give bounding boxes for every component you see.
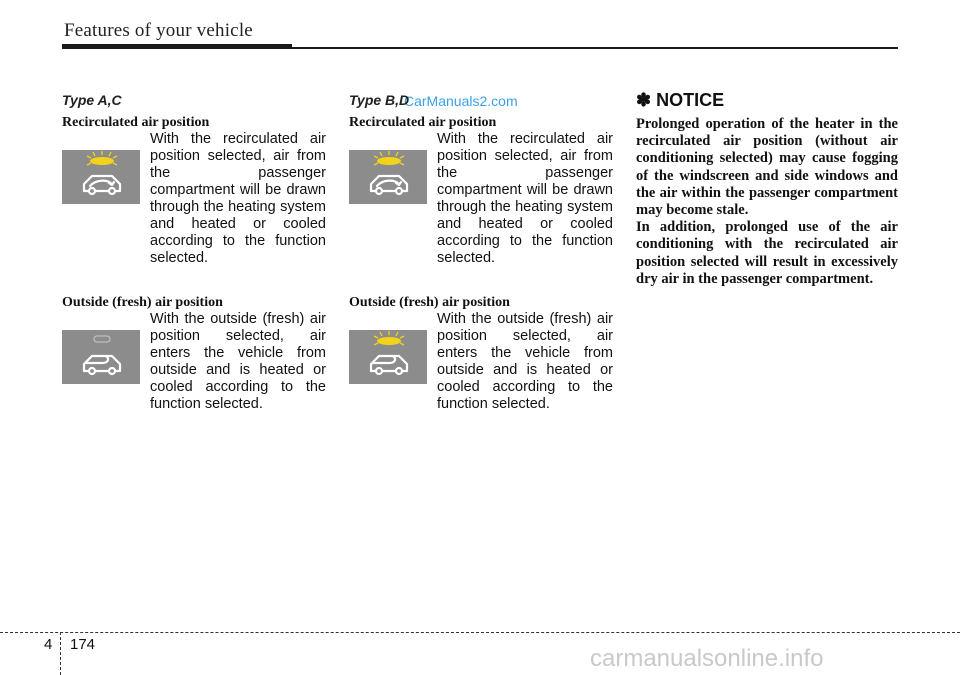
outside-heading: Outside (fresh) air position (349, 295, 510, 310)
recirculated-air-icon (349, 150, 427, 204)
type-label: Type B,D (349, 92, 410, 108)
column-type-ac (62, 92, 326, 421)
outside-entry (62, 311, 326, 421)
column-type-bd (349, 92, 613, 421)
outside-description: With the outside (fresh) air position selected, air enters the vehicle from outside and is heated or cooled according to the function selected. (437, 311, 613, 412)
watermark-bottom: carmanualsonline.info (590, 645, 824, 672)
outside-description: With the outside (fresh) air position selected, air enters the vehicle from outside and is heated or cooled according to the function selected. (150, 311, 326, 412)
recirculated-heading: Recirculated air position (62, 115, 210, 130)
chapter-number: 4 (44, 636, 53, 653)
indicator-lamp-icon (87, 151, 117, 165)
footer-divider (60, 632, 61, 675)
outside-air-icon (349, 330, 427, 384)
recirculated-heading: Recirculated air position (349, 115, 497, 130)
header-rule-thick (62, 44, 292, 49)
type-label: Type A,C (62, 92, 122, 108)
footer-rule (0, 632, 960, 633)
notice-title-text: NOTICE (656, 90, 725, 110)
indicator-lamp-icon (374, 331, 404, 345)
notice-star-icon: ✽ (636, 90, 652, 110)
recirculated-description: With the recirculated air position selected, air from the passenger compartment will be drawn through the heating system and heated or cooled according to the function selected. (150, 131, 326, 266)
notice-title (636, 90, 898, 111)
notice-box (636, 90, 898, 288)
page-header-title: Features of your vehicle (64, 20, 253, 41)
page-number: 174 (70, 636, 96, 653)
recirculated-entry (62, 131, 326, 288)
notice-paragraph-2: In addition, prolonged use of the air conditioning with the recirculated air position selected will result in excessively dry air in the passenger compartment. (636, 219, 898, 287)
outside-air-icon (62, 330, 140, 384)
header-rule-thin (292, 47, 898, 49)
indicator-lamp-off-icon (94, 336, 110, 342)
outside-heading: Outside (fresh) air position (62, 295, 223, 310)
indicator-lamp-icon (374, 151, 404, 165)
outside-entry (349, 311, 613, 421)
recirculated-entry (349, 131, 613, 288)
recirculated-description: With the recirculated air position selected, air from the passenger compartment will be drawn through the heating system and heated or cooled according to the function selected. (437, 131, 613, 266)
watermark-top: CarManuals2.com (404, 93, 518, 109)
recirculated-air-icon (62, 150, 140, 204)
notice-paragraph-1: Prolonged operation of the heater in the recirculated air position (without air conditioning selected) may cause fogging of the windscreen and side windows and the air within the passenger compartment may become stale. (636, 116, 898, 219)
